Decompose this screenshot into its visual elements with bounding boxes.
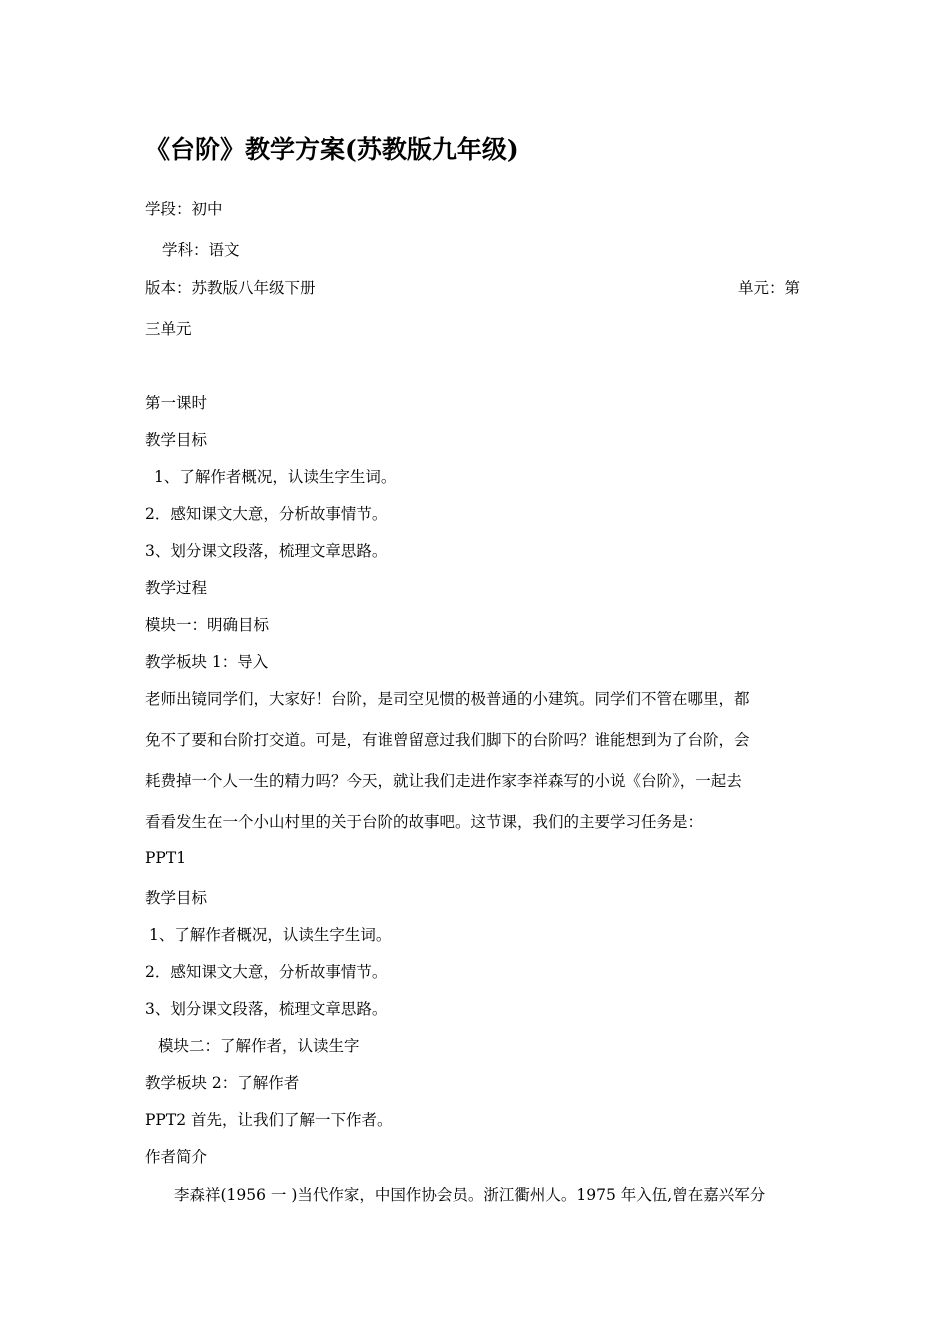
lesson-heading: 第一课时 bbox=[145, 394, 208, 412]
ppt1-label: PPT1 bbox=[145, 849, 187, 867]
unit-label-end: 三单元 bbox=[145, 320, 192, 338]
module-two-heading: 模块二：了解作者，认读生字 bbox=[158, 1037, 360, 1055]
intro-paragraph bbox=[145, 679, 807, 843]
edition-label: 版本：苏教版八年级下册 bbox=[145, 279, 316, 297]
intro-line: 免不了要和台阶打交道。可是，有谁曾留意过我们脚下的台阶吗？谁能想到为了台阶，会 bbox=[145, 731, 750, 749]
process-heading: 教学过程 bbox=[145, 579, 208, 597]
objective-item-2: 1、了解作者概况，认读生字生词。 bbox=[149, 926, 392, 944]
objectives-heading-2: 教学目标 bbox=[145, 889, 208, 907]
module-one-heading: 模块一：明确目标 bbox=[145, 616, 270, 634]
objective-item-2: 3、划分课文段落，梳理文章思路。 bbox=[145, 1000, 388, 1018]
objectives-heading: 教学目标 bbox=[145, 431, 208, 449]
author-heading: 作者简介 bbox=[145, 1148, 208, 1166]
objective-item: 1、了解作者概况，认读生字生词。 bbox=[154, 468, 397, 486]
intro-line: 耗费掉一个人一生的精力吗？今天，就让我们走进作家李祥森写的小说《台阶》，一起去 bbox=[145, 772, 742, 790]
objective-item: 3、划分课文段落，梳理文章思路。 bbox=[145, 542, 388, 560]
author-intro-line: 李森祥(1956 一 )当代作家，中国作协会员。浙江衢州人。1975 年入伍,曾在嘉兴军分 bbox=[174, 1186, 766, 1204]
ppt2-line: PPT2 首先，让我们了解一下作者。 bbox=[145, 1111, 393, 1129]
stage-label: 学段：初中 bbox=[145, 200, 223, 218]
document-title: 《台阶》教学方案(苏教版九年级) bbox=[145, 135, 519, 164]
intro-line: 看看发生在一个小山村里的关于台阶的故事吧。这节课，我们的主要学习任务是： bbox=[145, 813, 704, 831]
objective-item: 2．感知课文大意，分析故事情节。 bbox=[145, 505, 388, 523]
unit-label-start: 单元：第 bbox=[738, 279, 801, 297]
block-one-heading: 教学板块 1：导入 bbox=[145, 653, 269, 671]
objective-item-2: 2．感知课文大意，分析故事情节。 bbox=[145, 963, 388, 981]
block-two-heading: 教学板块 2：了解作者 bbox=[145, 1074, 300, 1092]
intro-line: 老师出镜同学们，大家好！台阶，是司空见惯的极普通的小建筑。同学们不管在哪里，都 bbox=[145, 690, 750, 708]
subject-label: 学科：语文 bbox=[162, 241, 240, 259]
